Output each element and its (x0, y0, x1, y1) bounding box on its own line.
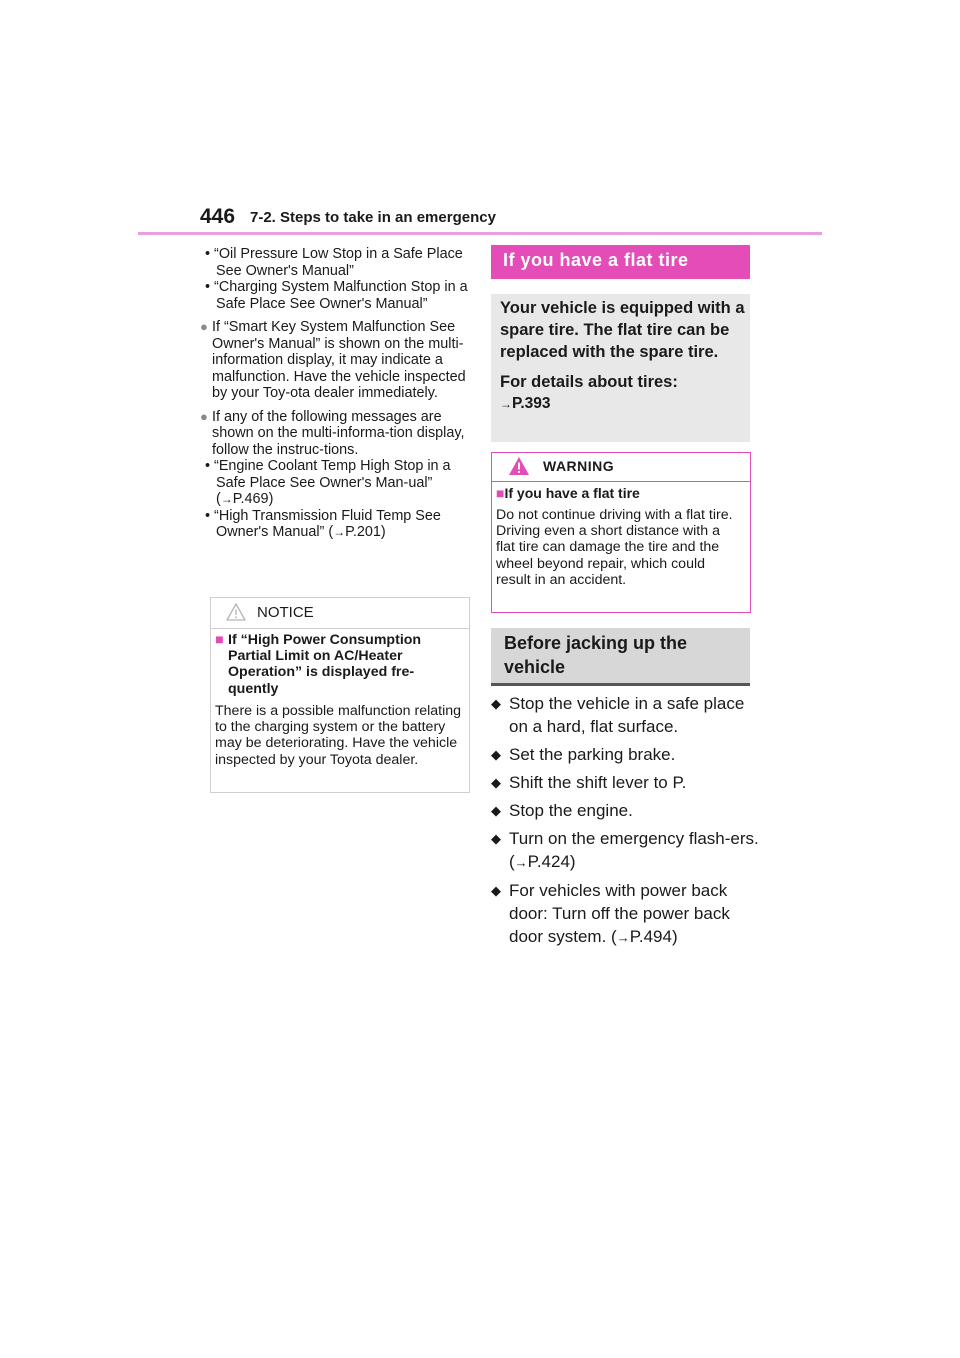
list-item: • “Charging System Malfunction Stop in a Safe Place See Owner's Manual” (205, 279, 468, 312)
warning-divider (491, 481, 751, 482)
page-reference-link[interactable]: P.424 (527, 852, 570, 871)
info-paragraph: Your vehicle is equipped with a spare tire. The flat tire can be replaced with the spare tire. (500, 299, 745, 361)
square-bullet-icon: ■ (496, 485, 505, 501)
arrow-icon: → (333, 525, 346, 539)
notice-subtitle-text: If “High Power Consumption Partial Limit on AC/Heater Operation” is displayed fre-quently (228, 632, 422, 697)
page-reference-link[interactable]: P.393 (512, 395, 551, 412)
diamond-bullet-icon: ◆ (491, 696, 501, 711)
bullet-smart-key (200, 319, 468, 402)
arrow-icon: → (500, 397, 512, 411)
warning-body (496, 507, 742, 588)
warning-title: WARNING (543, 458, 615, 474)
notice-title: NOTICE (257, 604, 314, 621)
header-rule (138, 232, 822, 235)
section-title: 7-2. Steps to take in an emergency (250, 209, 496, 226)
arrow-icon: → (514, 855, 528, 870)
close-paren: ) (569, 852, 576, 871)
step-text: Stop the vehicle in a safe place on a hard, flat surface. (509, 694, 745, 736)
diamond-bullet-icon: ◆ (491, 775, 501, 790)
info-text (500, 297, 745, 415)
step-text: Stop the engine. (509, 801, 633, 820)
warning-body-line: Do not continue driving with a flat tire. (496, 507, 733, 523)
close-paren: ) (671, 927, 678, 946)
square-bullet-icon: ■ (215, 632, 224, 648)
flat-tire-heading: If you have a flat tire (503, 250, 689, 270)
info-paragraph-details: For details about tires: (500, 373, 678, 391)
step-text: Turn on the emergency flash-ers. ( (509, 829, 759, 871)
bullet-following-messages (200, 409, 468, 459)
warning-body-line: Driving even a short distance with a flat tire can damage the tire and the wheel beyond repair, which could result in an accident. (496, 523, 720, 588)
list-item-text: • “High Transmission Fluid Temp See Owner's Manual” ( (205, 507, 441, 540)
list-item (491, 692, 761, 738)
steps-list (491, 692, 761, 954)
list-item (491, 771, 761, 794)
circle-bullet-icon: ● (200, 408, 208, 424)
page-reference-link[interactable]: P.469 (232, 491, 269, 507)
step-text: Shift the shift lever to P. (509, 773, 687, 792)
bullet-text: If “Smart Key System Malfunction See Owner's Manual” is shown on the multi-information display, it may indicate a malfunction. Have the vehicle inspected by your Toy-ota dealer immediately. (212, 319, 466, 401)
bullet-text: If any of the following messages are shown on the multi-informa-tion display, follow the instruc-tions. (212, 408, 465, 458)
list-item-transmission (200, 508, 468, 541)
caution-triangle-icon (226, 602, 246, 622)
jacking-heading: Before jacking up the vehicle (504, 633, 688, 677)
notice-subtitle (215, 632, 463, 697)
list-item (491, 743, 761, 766)
list-item: • “Oil Pressure Low Stop in a Safe Place See Owner's Manual” (205, 246, 463, 279)
circle-bullet-icon: ● (200, 319, 208, 334)
page-number: 446 (200, 205, 236, 228)
diamond-bullet-icon: ◆ (491, 803, 501, 818)
notice-body: There is a possible malfunction relating to the charging system or the battery may be deteriorating. Have the vehicle inspected by your Toyota dealer. (215, 703, 462, 768)
step-text: For vehicles with power back door: Turn off the power back door system. ( (509, 881, 730, 946)
diamond-bullet-icon: ◆ (491, 831, 501, 846)
jacking-heading-underline (491, 683, 750, 686)
close-paren: ) (380, 524, 386, 540)
arrow-icon: → (220, 492, 233, 506)
warning-subtitle (496, 485, 640, 501)
list-item (491, 879, 761, 949)
diamond-bullet-icon: ◆ (491, 747, 501, 762)
info-reference (500, 393, 745, 415)
warning-subtitle-text: If you have a flat tire (504, 485, 640, 501)
arrow-icon: → (616, 930, 630, 945)
warning-triangle-icon (508, 456, 530, 476)
list-item-coolant (200, 458, 468, 508)
page-reference-link[interactable]: P.494 (629, 927, 672, 946)
close-paren: ) (268, 491, 274, 507)
list-item (491, 827, 761, 874)
step-text: Set the parking brake. (509, 745, 676, 764)
left-column-text (200, 246, 468, 541)
notice-divider (210, 628, 470, 629)
page-reference-link[interactable]: P.201 (345, 524, 381, 540)
list-item (491, 799, 761, 822)
list-item-text: • “Engine Coolant Temp High Stop in a Safe Place See Owner's Man-ual” ( (205, 458, 451, 507)
diamond-bullet-icon: ◆ (491, 883, 501, 898)
